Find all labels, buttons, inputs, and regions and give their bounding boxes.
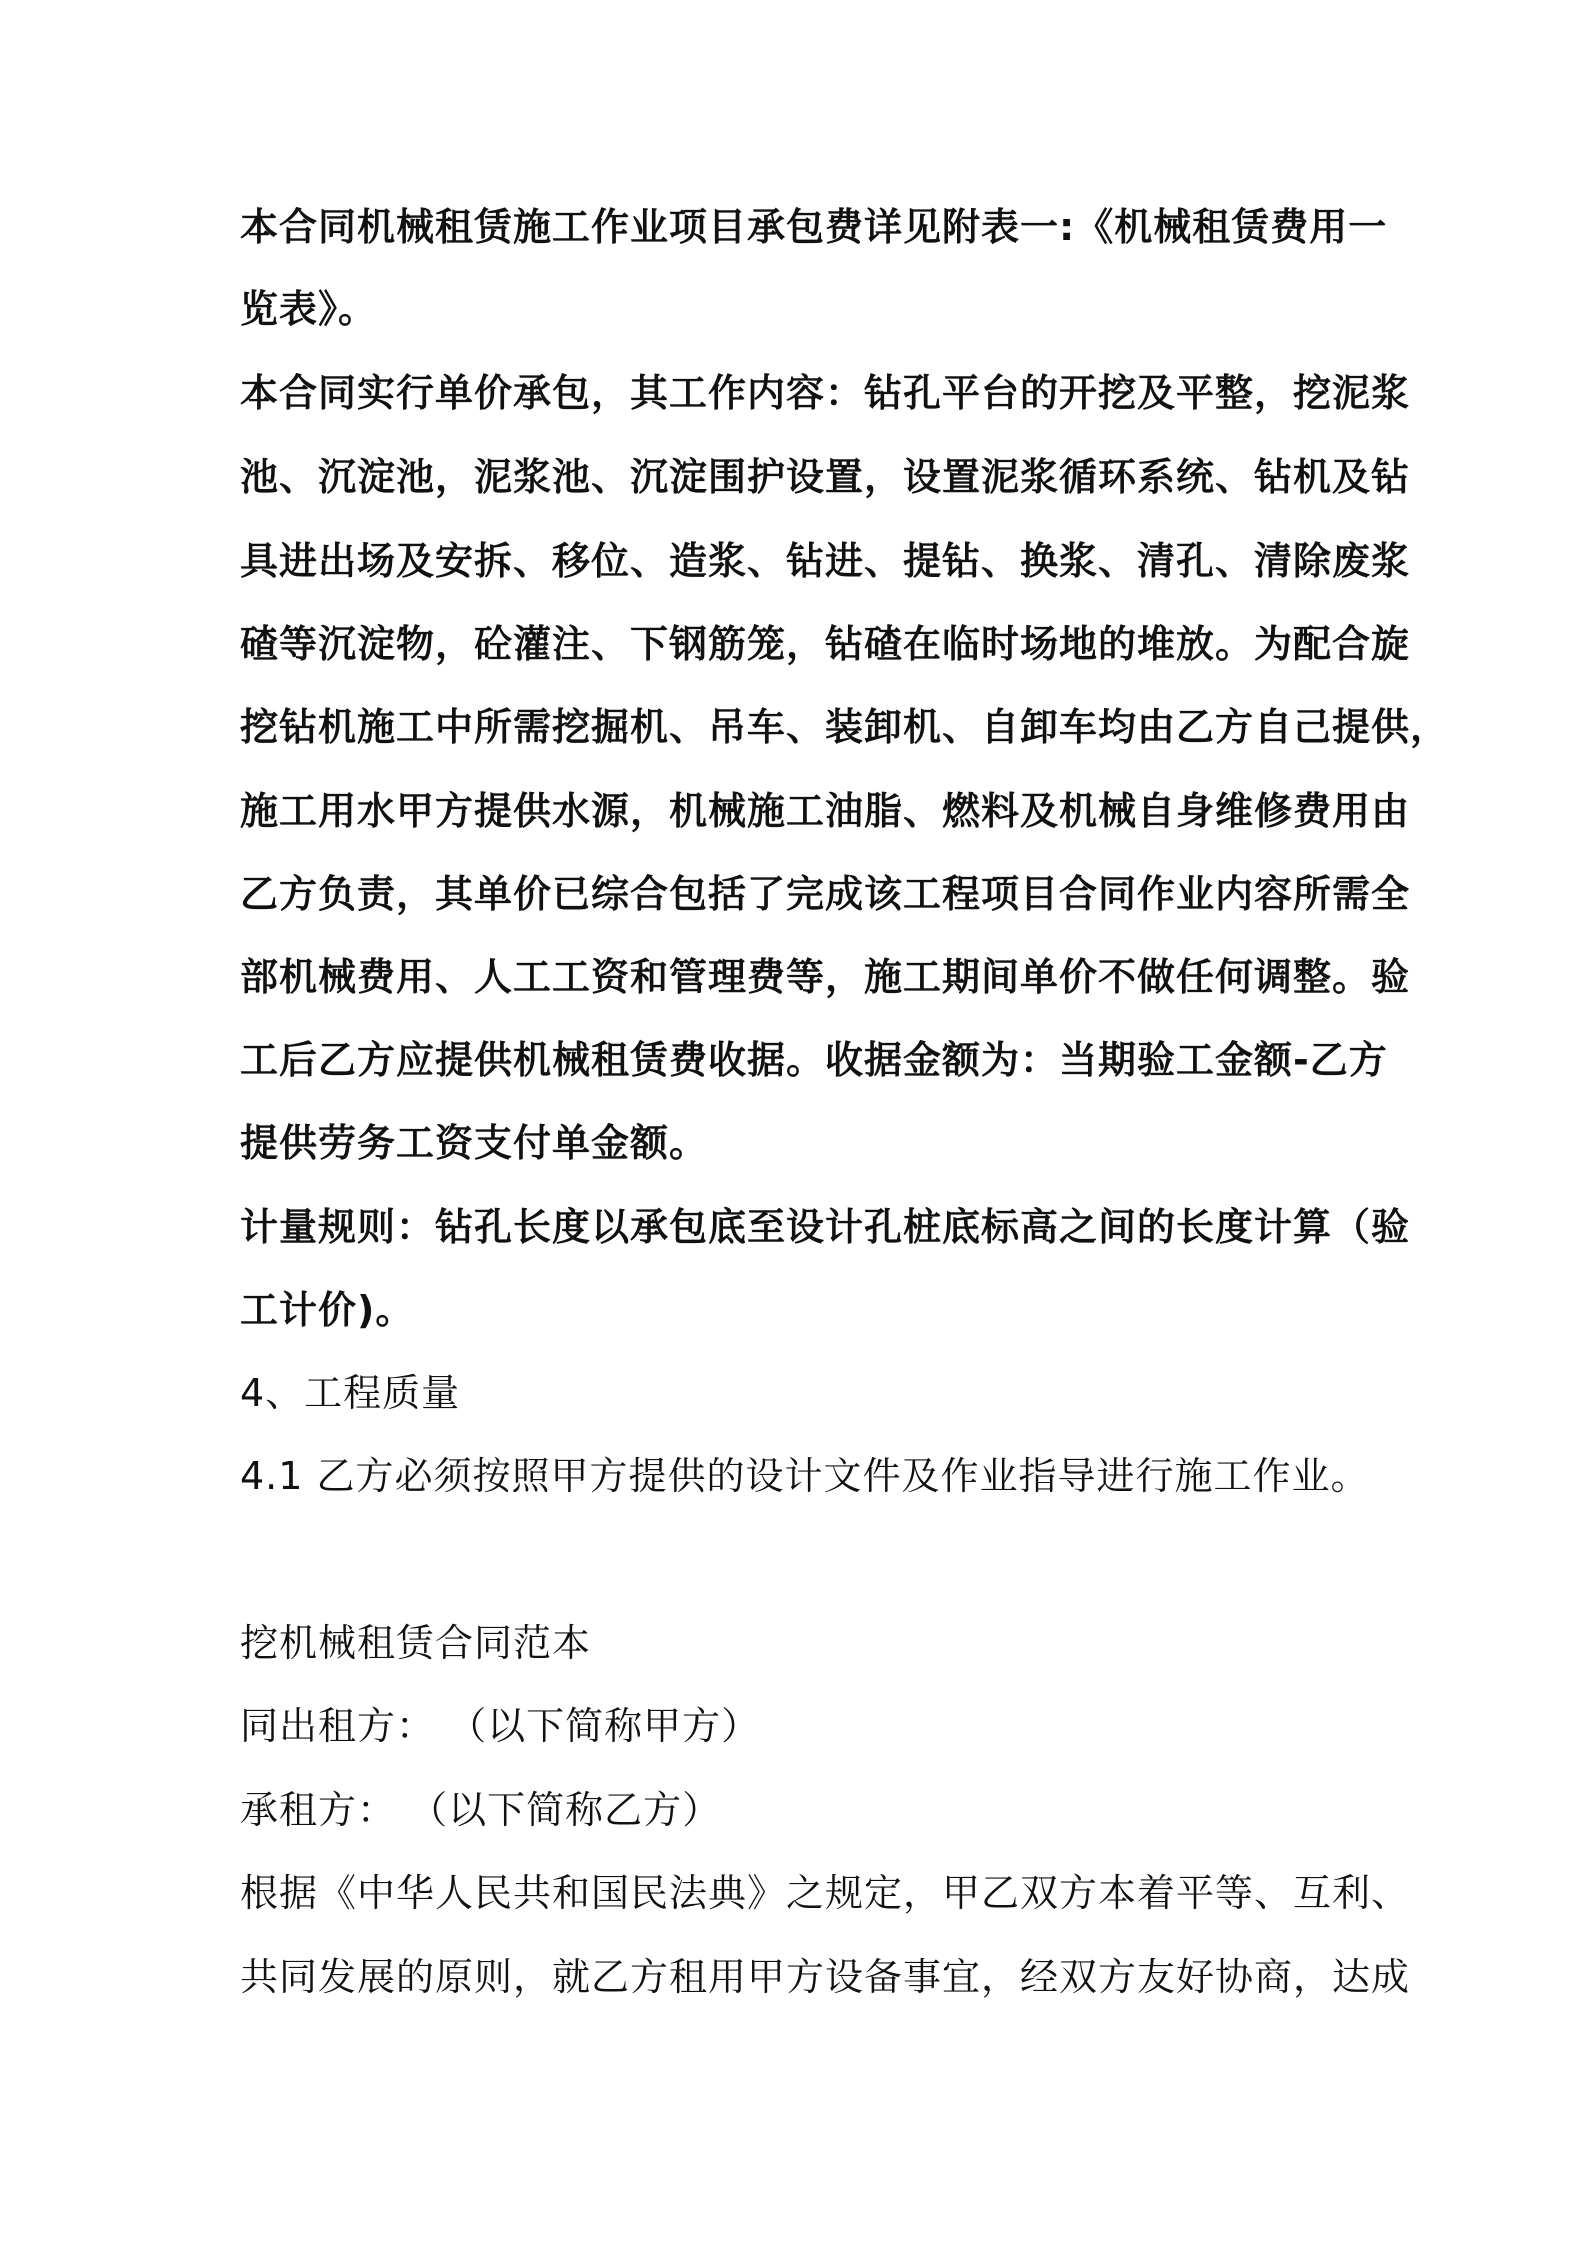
p2-line-6: 施工用水甲方提供水源，机械施工油脂、燃料及机械自身维修费用由: [240, 789, 1411, 833]
p2-line-7: 乙方负责，其单价已综合包括了完成该工程项目合同作业内容所需全: [240, 872, 1411, 916]
section-heading: 4、工程质量: [240, 1371, 461, 1415]
p3-line-1: 计量规则：钻孔长度以承包底至设计孔桩底标高之间的长度计算（验: [240, 1205, 1411, 1249]
p2-line-1: 本合同实行单价承包，其工作内容：钻孔平台的开挖及平整，挖泥浆: [240, 371, 1411, 415]
p3-line-2: 工计价)。: [240, 1288, 415, 1332]
p2-line-3: 具进出场及安拆、移位、造浆、钻进、提钻、换浆、清孔、清除废浆: [240, 539, 1411, 583]
p1-line-1: 本合同机械租赁施工作业项目承包费详见附表一:《机械租赁费用一: [240, 205, 1388, 249]
lessor-line: 同出租方： （以下简称甲方）: [240, 1704, 761, 1748]
contract-title: 挖机械租赁合同范本: [240, 1621, 592, 1665]
clause-4-1: 4.1 乙方必须按照甲方提供的设计文件及作业指导进行施工作业。: [240, 1454, 1370, 1498]
p2-line-5: 挖钻机施工中所需挖掘机、吊车、装卸机、自卸车均由乙方自己提供，: [240, 705, 1450, 749]
p2-line-2: 池、沉淀池，泥浆池、沉淀围护设置，设置泥浆循环系统、钻机及钻: [240, 455, 1411, 499]
p4-line-1: 根据《中华人民共和国民法典》之规定，甲乙双方本着平等、互利、: [240, 1871, 1411, 1915]
p2-line-10: 提供劳务工资支付单金额。: [240, 1121, 709, 1165]
p4-line-2: 共同发展的原则，就乙方租用甲方设备事宜，经双方友好协商，达成: [240, 1955, 1411, 1999]
lessee-line: 承租方： （以下简称乙方）: [240, 1788, 722, 1832]
p2-line-9: 工后乙方应提供机械租赁费收据。收据金额为：当期验工金额-乙方: [240, 1038, 1388, 1082]
p2-line-8: 部机械费用、人工工资和管理费等，施工期间单价不做任何调整。验: [240, 955, 1411, 999]
p2-line-4: 碴等沉淀物，砼灌注、下钢筋笼，钻碴在临时场地的堆放。为配合旋: [240, 622, 1411, 666]
p1-line-2: 览表》。: [240, 287, 378, 331]
